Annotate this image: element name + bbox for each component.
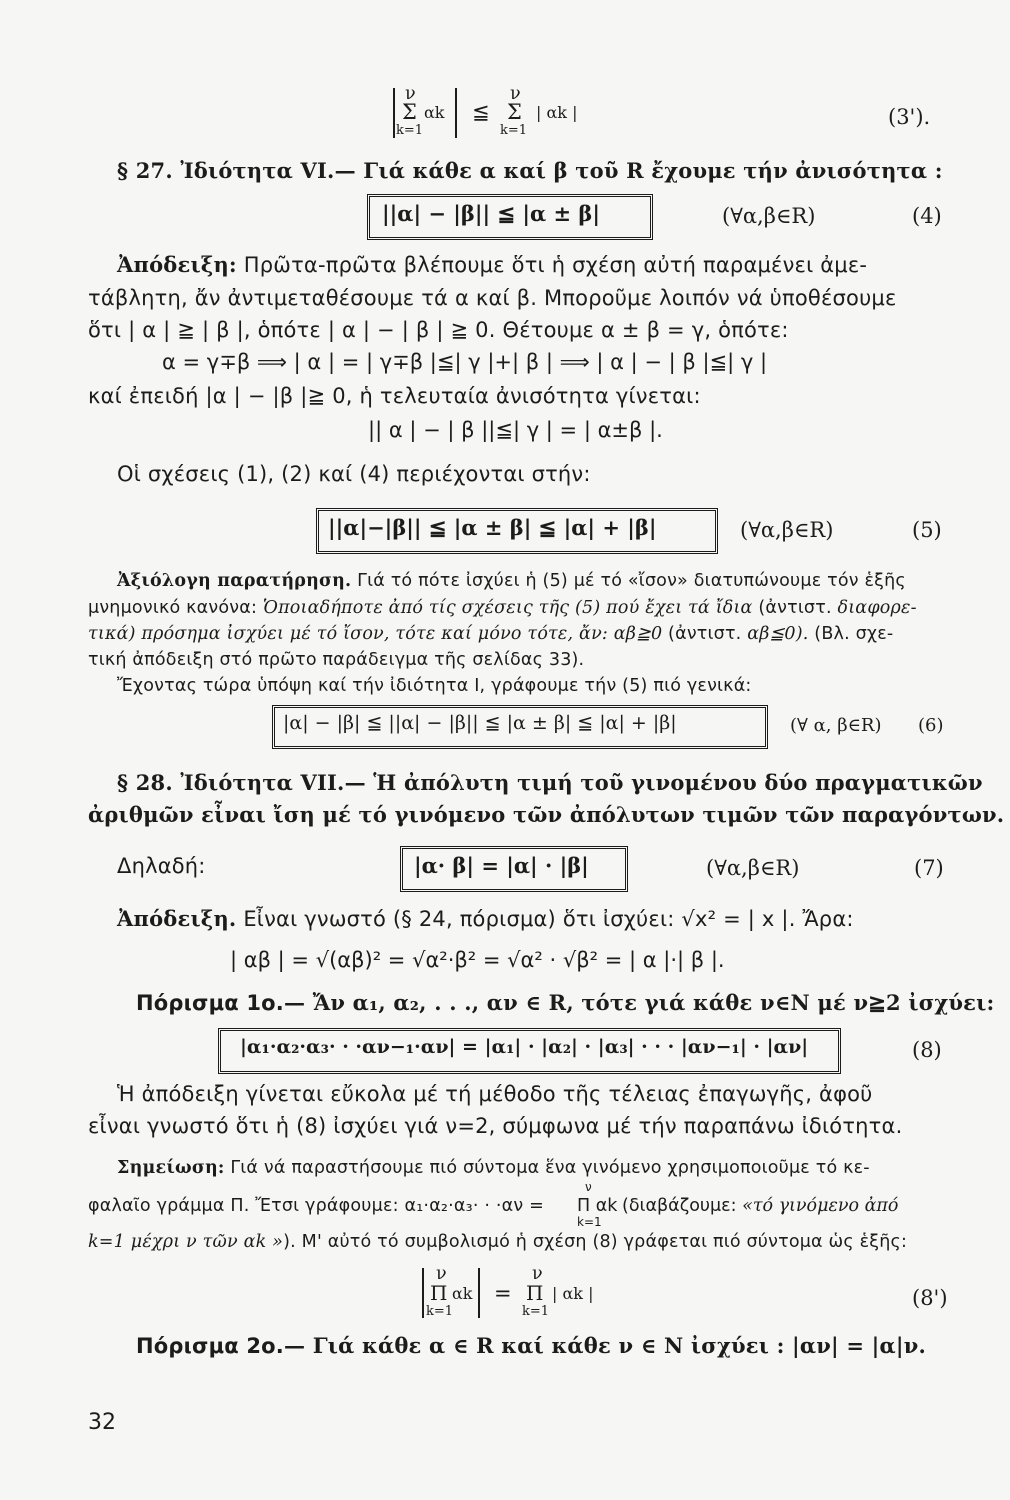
note-line-1: Σημείωση: Γιά νά παραστήσουμε πιό σύντομα ἕνα γινόμενο χρησιμοποιοῦμε τό κε- (117, 1158, 870, 1178)
proof-line-3: ὅτι | α | ≧ | β |, ὁπότε | α | − | β | ≧ 0. Θέτουμε α ± β = γ, ὁπότε: (88, 318, 789, 342)
condition-7: (∀α,β∈R) (706, 856, 800, 880)
prod-symbol: Π (430, 1281, 448, 1305)
relation-leq: ≦ (472, 100, 490, 124)
prod-term: αk (452, 1284, 473, 1303)
that-is-label: Δηλαδή: (117, 854, 206, 878)
proof-line-1: Ἀπόδειξη: Πρῶτα-πρῶτα βλέπουμε ὅτι ἡ σχέση αὐτή παραμένει ἀμε- (117, 252, 868, 277)
proof2-chain: | αβ | = √(αβ)² = √α²·β² = √α² · √β² = | α |·| β |. (230, 948, 725, 972)
note-product: Π αk (577, 1196, 618, 1216)
remark-line-4: τική ἀπόδειξη στό πρῶτο παράδειγμα τῆς σελίδας 33). (88, 650, 585, 670)
prod-abs-bar-left (422, 1268, 424, 1318)
remark-line-2: μνημονικό κανόνα: Ὁποιαδήποτε ἀπό τίς σχέσεις τῆς (5) πού ἔχει τά ἴδια (ἀντιστ. διαφορε- (88, 598, 917, 618)
proof2-line: Ἀπόδειξη. Εἶναι γνωστό (§ 24, πόρισμα) ὅτι ἰσχύει: √x² = | x |. Ἄρα: (117, 906, 854, 931)
proof-line-2: τάβλητη, ἄν ἀντιμεταθέσουμε τά α καί β. Μποροῦμε λοιπόν νά ὑποθέσουμε (88, 286, 897, 310)
sum-term: αk (424, 103, 445, 122)
prod2-term: | αk | (552, 1284, 594, 1303)
condition-5: (∀α,β∈R) (740, 518, 834, 542)
equation-number-8p: (8') (912, 1286, 948, 1310)
inequality-6: |α| − |β| ≦ ||α| − |β|| ≦ |α ± β| ≦ |α| + |β| (283, 712, 677, 734)
note-product-lower: k=1 (577, 1215, 602, 1229)
sum-upper-limit: ν (405, 84, 416, 104)
section-28-heading: § 28. Ἰδιότητα VII.— Ἡ ἀπόλυτη τιμή τοῦ γινομένου δύο πραγματικῶν (117, 770, 983, 795)
note-line-2-tail: (διαβάζουμε: «τό γινόμενο ἀπό (622, 1196, 899, 1216)
sum2-lower-limit: k=1 (500, 123, 528, 138)
remark-line-1: Ἀξιόλογη παρατήρηση. Γιά τό πότε ἰσχύει ἡ (5) μέ τό «ἴσον» διατυπώνουμε τόν ἑξῆς (117, 571, 906, 591)
inequality-4: ||α| − |β|| ≦ |α ± β| (382, 201, 600, 226)
remark-line-3: τικά) πρόσημα ἰσχύει μέ τό ἴσον, τότε καί μόνο τότε, ἄν: αβ≧0 (ἀντιστ. αβ≦0). (Βλ. σχε- (88, 624, 894, 644)
abs-bar-right (455, 88, 457, 138)
condition-4: (∀α,β∈R) (722, 204, 816, 228)
sum2-term: | αk | (536, 103, 578, 122)
prod-abs-bar-right (478, 1268, 480, 1318)
equation-number-8: (8) (912, 1038, 942, 1062)
condition-6: (∀ α, β∈R) (790, 715, 882, 736)
sum2-upper-limit: ν (510, 84, 521, 104)
corollary-2-heading: Πόρισμα 2ο.— Γιά κάθε α ∈ R καί κάθε ν ∈ N ἰσχύει : |αν| = |α|ν. (136, 1333, 926, 1358)
prod-lower-limit: k=1 (426, 1304, 454, 1319)
abs-bar-left (393, 88, 395, 138)
prod2-upper-limit: ν (532, 1264, 543, 1284)
inequality-5: ||α|−|β|| ≦ |α ± β| ≦ |α| + |β| (328, 515, 657, 540)
prod2-lower-limit: k=1 (522, 1304, 550, 1319)
induction-line-2: εἶναι γνωστό ὅτι ἡ (8) ἰσχύει γιά ν=2, σύμφωνα μέ τήν παραπάνω ἰδιότητα. (88, 1114, 903, 1138)
corollary-1-heading: Πόρισμα 1ο.— Ἄν α₁, α₂, . . ., αν ∈ R, τότε γιά κάθε ν∈N μέ ν≧2 ἰσχύει: (136, 990, 995, 1015)
page-number: 32 (88, 1410, 116, 1435)
prod2-symbol: Π (526, 1281, 544, 1305)
note-product-upper: ν (585, 1180, 592, 1194)
contain-sentence: Οἱ σχέσεις (1), (2) καί (4) περιέχονται στήν: (117, 462, 591, 486)
section-27-heading: § 27. Ἰδιότητα VI.— Γιά κάθε α καί β τοῦ R ἔχουμε τήν ἀνισότητα : (117, 158, 943, 183)
note-line-3: k=1 μέχρι ν τῶν αk »). Μ' αὐτό τό συμβολισμό ἡ σχέση (8) γράφεται πιό σύντομα ὡς ἑξῆς: (88, 1232, 908, 1252)
equation-number-3p: (3'). (888, 105, 931, 129)
equation-7: |α· β| = |α| · |β| (414, 853, 589, 878)
derived-result: || α | − | β ||≦| γ | = | α±β |. (368, 418, 663, 442)
note-line-2: φαλαῖο γράμμα Π. Ἔτσι γράφουμε: α₁·α₂·α₃· · ·αν = (88, 1196, 545, 1216)
relation-eq: = (494, 1281, 512, 1305)
sum-lower-limit: k=1 (396, 123, 424, 138)
proof-line-4: καί ἐπειδή |α | − |β |≧ 0, ἡ τελευταία ἀνισότητα γίνεται: (88, 384, 701, 408)
equation-8: |α₁·α₂·α₃· · ·αν−₁·αν| = |α₁| · |α₂| · |α₃| · · · |αν−₁| · |αν| (240, 1036, 809, 1058)
equation-number-7: (7) (914, 856, 944, 880)
equation-number-6: (6) (918, 715, 944, 736)
induction-line-1: Ἡ ἀπόδειξη γίνεται εὔκολα μέ τή μέθοδο τῆς τέλειας ἐπαγωγῆς, ἀφοῦ (117, 1082, 873, 1106)
equation-number-5: (5) (912, 518, 942, 542)
section-28-line-2: ἀριθμῶν εἶναι ἴση μέ τό γινόμενο τῶν ἀπόλυτων τιμῶν τῶν παραγόντων. (88, 802, 1005, 827)
sum-symbol: Σ (402, 100, 417, 124)
sum2-symbol: Σ (507, 100, 522, 124)
remark-line-5: Ἔχοντας τώρα ὑπόψη καί τήν ἰδιότητα I, γράφουμε τήν (5) πιό γενικά: (117, 676, 752, 696)
prod-upper-limit: ν (436, 1264, 447, 1284)
derivation-chain: α = γ∓β ⟹ | α | = | γ∓β |≦| γ |+| β | ⟹ | α | − | β |≦| γ | (162, 350, 768, 374)
equation-number-4: (4) (912, 204, 942, 228)
